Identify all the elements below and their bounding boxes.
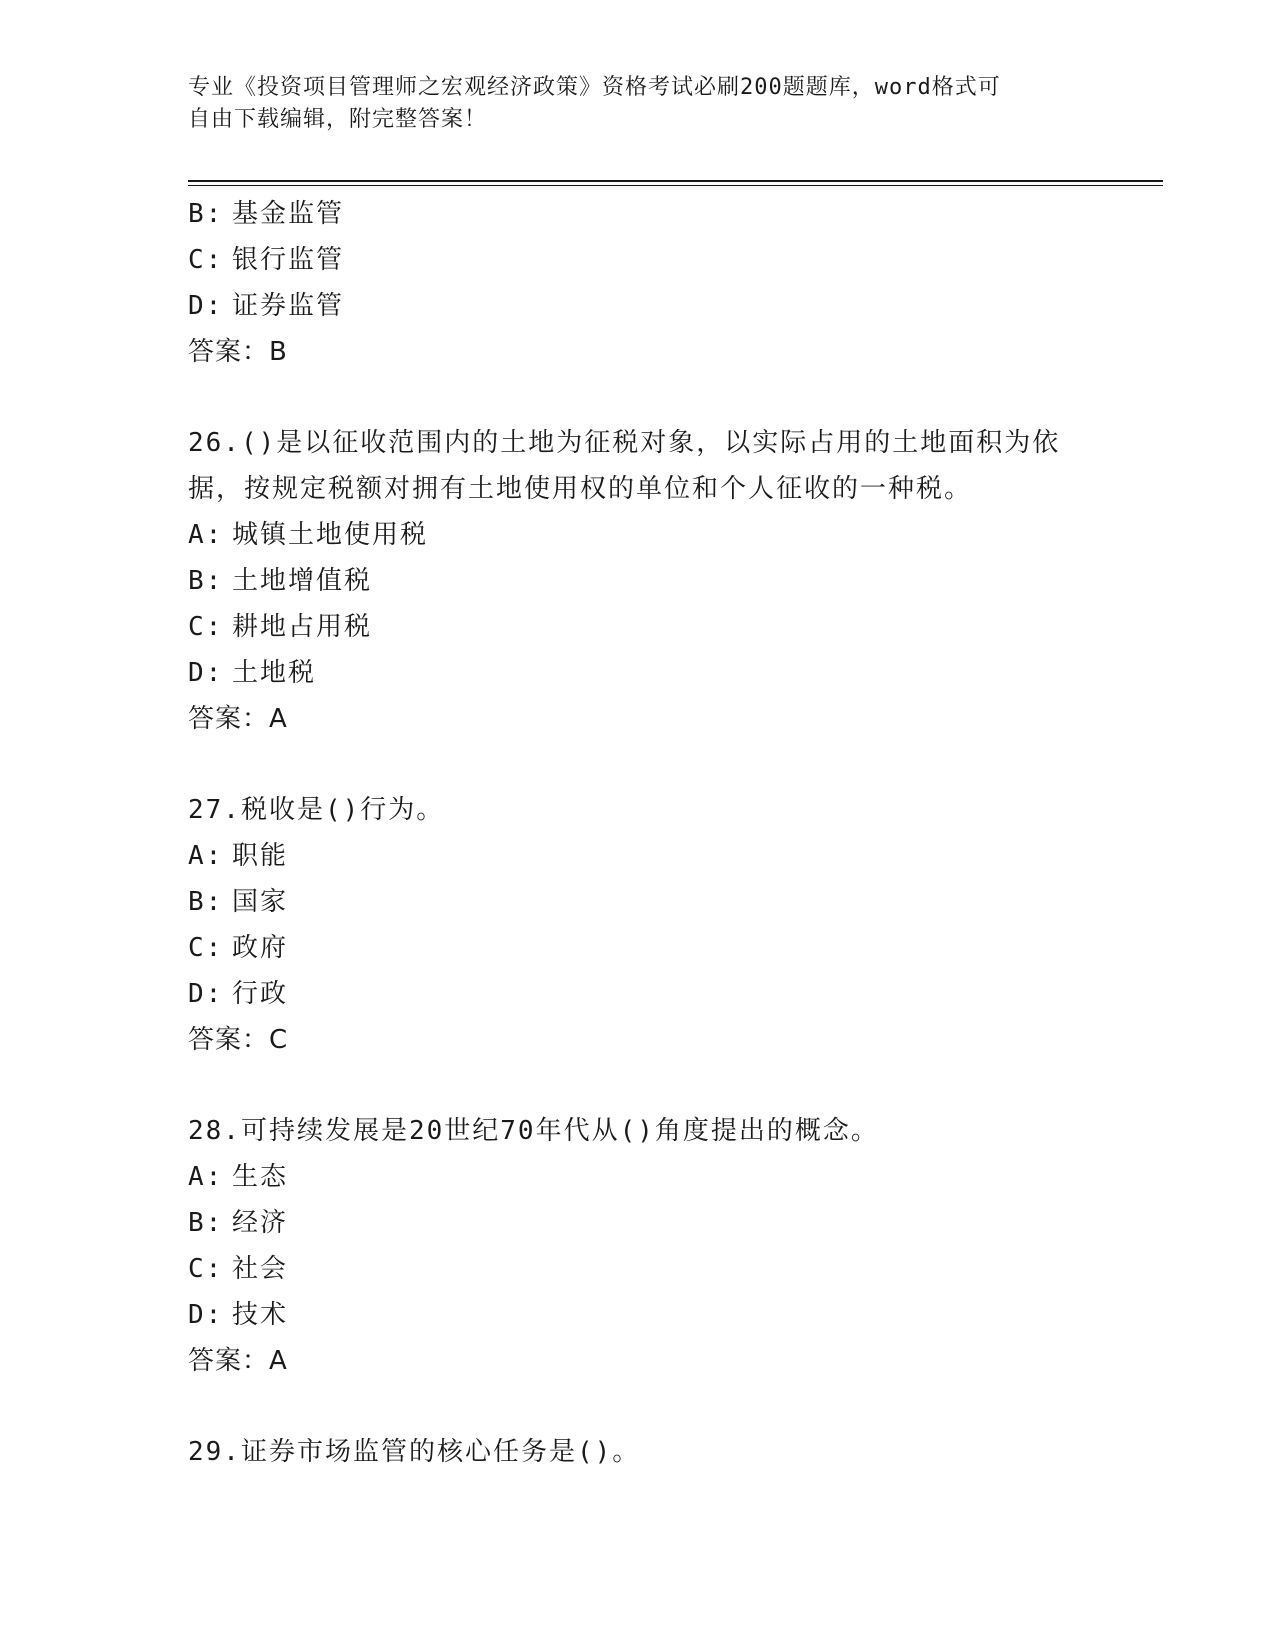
question-list bbox=[188, 191, 1088, 1475]
question-stem: 28.可持续发展是20世纪70年代从()角度提出的概念。 bbox=[188, 1116, 879, 1146]
option-c: C: 社会 bbox=[188, 1254, 289, 1284]
question-29 bbox=[188, 1429, 1088, 1475]
header-rule-thick bbox=[188, 180, 1163, 182]
option-d: D: 技术 bbox=[188, 1300, 289, 1330]
question-28 bbox=[188, 1108, 1088, 1384]
question-stem: 26.()是以征收范围内的土地为征税对象，以实际占用的土地面积为依 据，按规定税额对拥有土地使用权的单位和个人征收的一种税。 bbox=[188, 428, 1061, 504]
option-a: A: 生态 bbox=[188, 1162, 289, 1192]
option-b: B: 经济 bbox=[188, 1208, 289, 1238]
question-stem: 29.证券市场监管的核心任务是()。 bbox=[188, 1437, 641, 1467]
answer-line: 答案：A bbox=[188, 1346, 288, 1376]
option-a: A: 城镇土地使用税 bbox=[188, 520, 429, 550]
option-b: B: 基金监管 bbox=[188, 199, 345, 229]
option-c: C: 银行监管 bbox=[188, 245, 345, 275]
answer-line: 答案：B bbox=[188, 337, 288, 367]
option-d: D: 行政 bbox=[188, 979, 289, 1009]
answer-line: 答案：A bbox=[188, 704, 288, 734]
question-25-tail bbox=[188, 191, 1088, 375]
header-line-1: 专业《投资项目管理师之宏观经济政策》资格考试必刷200题题库，word格式可 bbox=[188, 75, 1001, 100]
question-26 bbox=[188, 420, 1088, 742]
question-stem: 27.税收是()行为。 bbox=[188, 795, 445, 825]
header-line-2: 自由下载编辑，附完整答案！ bbox=[188, 107, 488, 132]
question-27 bbox=[188, 787, 1088, 1063]
option-a: A: 职能 bbox=[188, 841, 289, 871]
document-header bbox=[188, 72, 1088, 136]
option-d: D: 证券监管 bbox=[188, 291, 345, 321]
option-c: C: 政府 bbox=[188, 933, 289, 963]
header-rule-thin bbox=[188, 185, 1163, 186]
answer-line: 答案：C bbox=[188, 1025, 289, 1055]
option-c: C: 耕地占用税 bbox=[188, 612, 373, 642]
option-b: B: 土地增值税 bbox=[188, 566, 373, 596]
option-b: B: 国家 bbox=[188, 887, 289, 917]
option-d: D: 土地税 bbox=[188, 658, 317, 688]
